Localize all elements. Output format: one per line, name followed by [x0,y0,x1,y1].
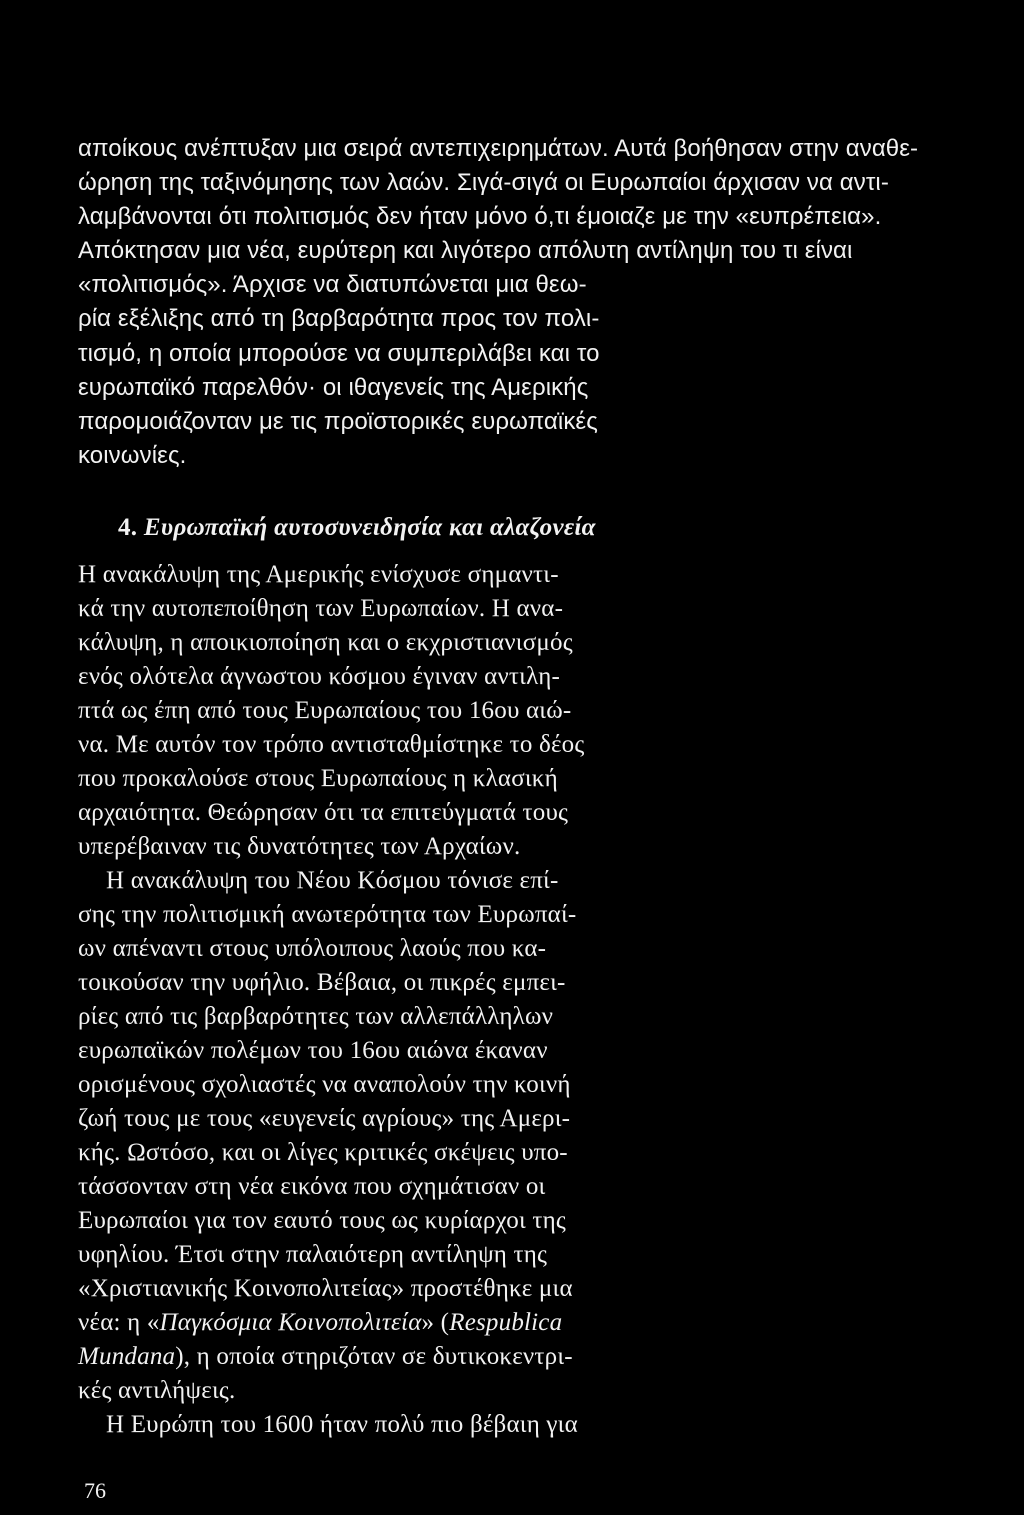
text-span: ), η οποία στηριζόταν σε δυτικοκεντρι- [175,1343,573,1370]
text-line: σης την πολιτισμική ανωτερότητα των Ευρωπαί- [78,901,577,928]
text-line: αποίκους ανέπτυξαν μια σειρά αντεπιχειρημάτων. Αυτά βοήθησαν στην αναθε- [78,135,919,162]
text-line: που προκαλούσε στους Ευρωπαίους η κλασική [78,765,558,792]
text-line: τάσσονταν στη νέα εικόνα που σχημάτισαν οι [78,1173,546,1200]
text-line: «πολιτισμός». Άρχισε να διατυπώνεται μια θεω- [78,271,587,298]
text-line: ευρωπαϊκό παρελθόν· οι ιθαγενείς της Αμερικής [78,374,589,401]
text-line: ων απέναντι στους υπόλοιπους λαούς που κα- [78,935,547,962]
text-line [78,1308,562,1338]
italic-term: Παγκόσμια Κοινοπολιτεία [159,1309,422,1336]
text-line: κές αντιλήψεις. [78,1377,236,1404]
section-number: 4. [118,514,138,541]
text-line: κής. Ωστόσο, και οι λίγες κριτικές σκέψεις υπο- [78,1139,568,1166]
page-number: 76 [84,1478,106,1503]
text-line: Η ανακάλυψη του Νέου Κόσμου τόνισε επί- [106,867,559,894]
section-title: Ευρωπαϊκή αυτοσυνειδησία και αλαζονεία [143,514,596,541]
section-heading [118,514,596,542]
text-line: Η Ευρώπη του 1600 ήταν πολύ πιο βέβαιη για [106,1411,578,1438]
text-line: Απόκτησαν μια νέα, ευρύτερη και λιγότερο απόλυτη αντίληψη του τι είναι [78,237,853,264]
text-line: υφηλίου. Έτσι στην παλαιότερη αντίληψη της [78,1241,548,1268]
text-line: υπερέβαιναν τις δυνατότητες των Αρχαίων. [78,833,521,860]
text-line: Η ανακάλυψη της Αμερικής ενίσχυσε σημαντι- [78,561,559,588]
text-line: Ευρωπαίοι για τον εαυτό τους ως κυρίαρχοι της [78,1207,566,1234]
text-span: νέα: η « [78,1309,160,1336]
text-line: πτά ως έπη από τους Ευρωπαίους του 16ου αιώ- [78,697,572,724]
text-line: ζωή τους με τους «ευγενείς αγρίους» της Αμερι- [78,1105,571,1132]
italic-term: Mundana [78,1343,176,1370]
text-line [78,1342,573,1372]
text-line: παρομοιάζονταν με τις προϊστορικές ευρωπαϊκές [78,408,598,435]
text-line: ενός ολότελα άγνωστου κόσμου έγιναν αντιλη- [78,663,561,690]
text-line: ευρωπαϊκών πολέμων του 16ου αιώνα έκαναν [78,1037,548,1064]
text-line: κοινωνίες. [78,442,187,469]
text-line: λαμβάνονται ότι πολιτισμός δεν ήταν μόνο ό,τι έμοιαζε με την «ευπρέπεια». [78,203,882,230]
text-line: «Χριστιανικής Κοινοπολιτείας» προστέθηκε μια [78,1275,573,1302]
text-line: ρία εξέλιξης από τη βαρβαρότητα προς τον πολι- [78,305,600,332]
text-line: τοικούσαν την υφήλιο. Βέβαια, οι πικρές εμπει- [78,969,566,996]
text-line: κάλυψη, η αποικιοποίηση και ο εκχριστιανισμός [78,629,573,656]
text-line: κά την αυτοπεποίθηση των Ευρωπαίων. Η ανα- [78,595,564,622]
italic-term: Respublica [449,1309,563,1336]
text-line: ρίες από τις βαρβαρότητες των αλλεπάλληλων [78,1003,554,1030]
text-line: να. Με αυτόν τον τρόπο αντισταθμίστηκε το δέος [78,731,585,758]
text-line: ορισμένους σχολιαστές να αναπολούν την κοινή [78,1071,571,1098]
text-line: τισμό, η οποία μπορούσε να συμπεριλάβει και το [78,340,600,367]
text-line: αρχαιότητα. Θεώρησαν ότι τα επιτεύγματά τους [78,799,569,826]
text-line: ώρηση της ταξινόμησης των λαών. Σιγά-σιγά οι Ευρωπαίοι άρχισαν να αντι- [78,169,889,196]
text-span: » ( [421,1309,450,1336]
